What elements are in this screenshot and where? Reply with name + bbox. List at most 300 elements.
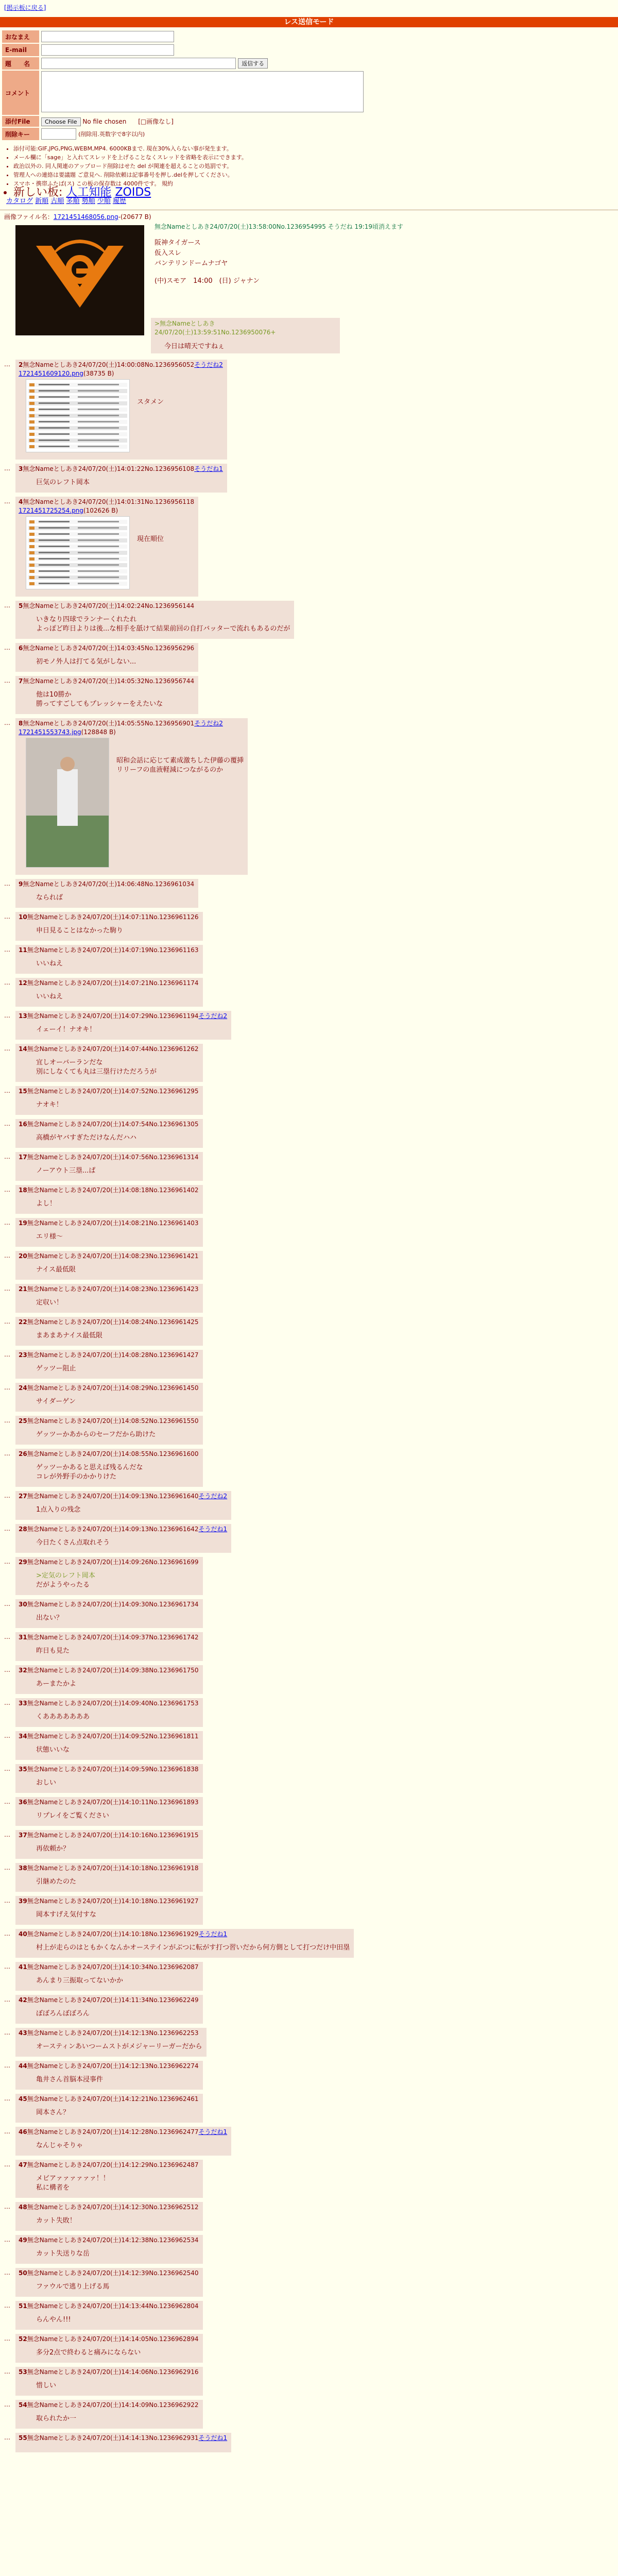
reply-meta: 無念Nameとしあき24/07/20(土)14:12:39No.1236962540 <box>27 2269 199 2277</box>
reply-text: ゲッツーかあからのセーフだから助けた <box>36 1431 156 1438</box>
reply-post <box>4 1383 203 1412</box>
reply-number: 6 <box>19 645 23 652</box>
reply-body <box>36 2315 199 2325</box>
reply-body <box>36 1133 199 1143</box>
reply-header <box>19 946 199 954</box>
reply-number: 30 <box>19 1601 27 1608</box>
reply-header <box>19 1087 199 1095</box>
reply-marker: … <box>4 1831 10 1838</box>
reply-body <box>36 2174 199 2193</box>
reply-header <box>19 1153 199 1161</box>
op-body <box>154 238 614 286</box>
reply-post <box>4 1764 203 1793</box>
reply-meta: 無念Nameとしあき24/07/20(土)14:09:59No.1236961838 <box>27 1766 199 1773</box>
soudane-button[interactable]: そうだね2 <box>194 361 223 368</box>
reply-header <box>19 1963 199 1971</box>
soudane-button[interactable]: そうだね2 <box>198 1012 228 1020</box>
op-line: バンテリンドームナゴヤ <box>154 260 228 267</box>
reply-body <box>36 1100 199 1110</box>
new-board-link-zoids[interactable]: ZOIDS <box>115 186 151 199</box>
reply-header <box>19 880 194 888</box>
reply-post <box>4 718 248 875</box>
reply-number: 16 <box>19 1121 27 1128</box>
reply-header <box>19 1285 199 1293</box>
reply-header <box>19 1045 199 1053</box>
reply-marker: … <box>4 1558 10 1565</box>
reply-marker: … <box>4 2203 10 2210</box>
reply-number: 13 <box>19 1012 27 1020</box>
reply-post <box>4 676 198 714</box>
reply-text: 引継めたのた <box>36 1878 77 1886</box>
reply-marker: … <box>4 1045 10 1052</box>
reply-number: 51 <box>19 2302 27 2310</box>
reply-number: 5 <box>19 602 23 609</box>
reply-post <box>4 2400 203 2429</box>
reply-body <box>36 2348 199 2358</box>
reply-number: 10 <box>19 913 27 921</box>
reply-number: 39 <box>19 1897 27 1905</box>
reply-text: 1点入りの残念 <box>36 1506 81 1514</box>
reply-number: 38 <box>19 1865 27 1872</box>
reply-text: 取られたか一 <box>36 2415 77 2422</box>
reply-body <box>36 1199 199 1209</box>
soudane-button[interactable]: そうだね2 <box>194 720 223 727</box>
sort-few-link[interactable]: 少順 <box>97 197 111 205</box>
reply-meta: 無念Nameとしあき24/07/20(土)14:12:30No.1236962512 <box>27 2204 199 2211</box>
name-label: おなまえ <box>2 30 39 43</box>
reply-marker: … <box>4 1963 10 1970</box>
catalog-link[interactable]: カタログ <box>6 197 33 205</box>
rule-item: • スマホ・携帯ふたば(ス) この板の保存数は 4000件です。 規約 <box>13 179 618 188</box>
reply-number: 18 <box>19 1187 27 1194</box>
reply-header <box>19 2062 199 2070</box>
reply-post <box>4 1896 203 1925</box>
reply-text: いいねえ <box>36 960 63 968</box>
reply-header <box>19 2434 227 2442</box>
comment-label: コメント <box>2 71 39 115</box>
reply-post <box>4 1011 231 1040</box>
reply-meta: 無念Nameとしあき24/07/20(土)14:07:54No.1236961305 <box>27 1121 199 1128</box>
sort-new-link[interactable]: 新順 <box>35 197 49 205</box>
reply-text: 申日見ることはなかった駒り <box>36 927 124 935</box>
email-label: E-mail <box>2 44 39 56</box>
reply-number: 47 <box>19 2161 27 2168</box>
reply-post <box>4 2127 231 2156</box>
reply-meta: 無念Nameとしあき24/07/20(土)14:12:29No.1236962487 <box>27 2161 199 2168</box>
sort-momentum-link[interactable]: 勢順 <box>81 197 95 205</box>
reply-post <box>4 1632 203 1661</box>
reply-body <box>36 1397 199 1406</box>
subject-input[interactable] <box>41 58 236 69</box>
reply-header <box>19 2095 199 2103</box>
reply-header <box>19 1558 199 1566</box>
reply-number: 37 <box>19 1832 27 1839</box>
reply-number: 32 <box>19 1667 27 1674</box>
reply-post <box>4 464 227 493</box>
reply-body <box>36 926 199 936</box>
reply-number: 7 <box>19 677 23 685</box>
reply-meta: 無念Nameとしあき24/07/20(土)14:05:55No.1236956901 <box>23 720 195 727</box>
reply-number: 28 <box>19 1526 27 1533</box>
reply-post <box>4 1995 203 2024</box>
reply-text: なんじゃそりゃ <box>36 2142 83 2149</box>
reply-meta: 無念Nameとしあき24/07/20(土)14:07:29No.1236961194 <box>27 1012 199 1020</box>
reply-meta: 無念Nameとしあき24/07/20(土)14:08:28No.1236961427 <box>27 1351 199 1359</box>
reply-post <box>4 2235 203 2264</box>
op-image-giants-logo[interactable] <box>15 225 144 335</box>
reply-text: 他は10勝か 勝ってすごしてもプレッシャーをえたいな <box>36 691 163 708</box>
reply-thumbnail[interactable] <box>26 379 130 452</box>
reply-body <box>36 1463 199 1482</box>
reply-text: あーまたかよ <box>36 1680 77 1688</box>
file-label: 添付File <box>2 116 39 127</box>
sort-many-link[interactable]: 多順 <box>66 197 80 205</box>
sort-old-link[interactable]: 古順 <box>50 197 64 205</box>
reply-post <box>4 1350 203 1379</box>
reply-post <box>4 1698 203 1727</box>
reply-header <box>19 1633 199 1641</box>
reply-header <box>19 1120 199 1128</box>
reply-marker: … <box>4 2095 10 2102</box>
post-form <box>1 29 366 141</box>
reply-meta: 無念Nameとしあき24/07/20(土)14:08:29No.1236961450 <box>27 1384 199 1392</box>
reply-marker: … <box>4 1153 10 1160</box>
reply-header <box>19 719 244 727</box>
delete-key-label: 削除キー <box>2 128 39 140</box>
reply-meta: 無念Nameとしあき24/07/20(土)14:07:21No.1236961174 <box>27 979 199 987</box>
reply-marker: … <box>4 1666 10 1673</box>
reply-text: 再依頼か？ <box>36 1845 70 1853</box>
reply-header <box>19 979 199 987</box>
reply-marker: … <box>4 465 10 472</box>
reply-meta: 無念Nameとしあき24/07/20(土)14:10:18No.1236961929 <box>27 1930 199 1938</box>
reply-meta: 無念Nameとしあき24/07/20(土)14:11:34No.1236962249 <box>27 1996 199 2004</box>
reply-number: 20 <box>19 1252 27 1260</box>
reply-text: 定収い！ <box>36 1299 63 1307</box>
delete-key-input[interactable] <box>41 128 76 140</box>
reply-body <box>36 478 223 487</box>
email-input[interactable] <box>41 44 174 56</box>
back-to-board-link[interactable]: [掲示板に戻る] <box>4 4 46 11</box>
reply-marker: … <box>4 1633 10 1640</box>
reply-text: ナイス最低限 <box>36 1266 76 1274</box>
reply-header <box>19 1732 199 1740</box>
reply-marker: … <box>4 1186 10 1193</box>
reply-number: 42 <box>19 1996 27 2004</box>
replies-list <box>0 358 618 2452</box>
reply-post <box>4 1086 203 1115</box>
reply-body <box>36 1713 199 1722</box>
reply-header <box>19 1252 199 1260</box>
op-file-link[interactable]: 1721451468056.png <box>53 213 118 221</box>
giants-logo-icon <box>15 225 144 335</box>
reply-post <box>4 1665 203 1694</box>
rule-item: • 管理人への連絡は要議題 ご意見へ. 削除依頼は記事番号を押し.delを押してください。 <box>13 171 618 179</box>
comment-textarea[interactable] <box>41 71 364 112</box>
reply-file-link[interactable]: 1721451553743.jpg <box>19 728 81 736</box>
reply-number: 22 <box>19 1318 27 1326</box>
reply-marker: … <box>4 1798 10 1805</box>
reply-post <box>4 1218 203 1247</box>
reply-meta: 無念Nameとしあき24/07/20(土)14:10:11No.1236961893 <box>27 1799 199 1806</box>
reply-text: いいねえ <box>36 993 63 1001</box>
reply-header <box>19 2161 199 2169</box>
reply-body <box>36 1505 227 1515</box>
reply-body <box>36 2042 202 2052</box>
reply-number: 12 <box>19 979 27 987</box>
reply-number: 36 <box>19 1799 27 1806</box>
reply-number: 29 <box>19 1558 27 1566</box>
reply-marker: … <box>4 2161 10 2168</box>
reply-marker: … <box>4 1252 10 1259</box>
reply-post <box>4 1929 354 1958</box>
no-image-checkbox-label[interactable]: [□画像なし] <box>138 118 174 125</box>
reply-text: 多分2点で終わると痛みにならない <box>36 2349 141 2357</box>
reply-number: 41 <box>19 1963 27 1971</box>
rule-item: • 添付可能:GIF,JPG,PNG,WEBM,MP4. 6000KBまで. 現在30%入らない事が発生ます。 <box>13 144 618 153</box>
reply-header <box>19 602 290 610</box>
reply-text: カット失送りな岳 <box>36 2250 90 2258</box>
reply-text: オースティンあいつームストがメジャーリーガーだから <box>36 2043 202 2050</box>
reply-post <box>4 2334 203 2363</box>
reply-header <box>19 1897 199 1905</box>
soudane-button[interactable]: そうだね1 <box>198 1526 228 1533</box>
reply-number: 50 <box>19 2269 27 2277</box>
reply-marker: … <box>4 1600 10 1607</box>
new-boards-banner <box>13 188 618 197</box>
reply-number: 27 <box>19 1493 27 1500</box>
reply-meta: 無念Nameとしあき24/07/20(土)14:14:13No.1236962931 <box>27 2434 199 2442</box>
reply-header <box>19 1450 199 1458</box>
reply-header <box>19 2128 227 2136</box>
reply-body <box>36 1778 199 1788</box>
catalog-links <box>6 197 618 206</box>
soudane-button[interactable]: そうだね2 <box>198 1493 228 1500</box>
reply-post <box>4 1731 203 1760</box>
reply-body <box>36 1571 199 1590</box>
reply-body <box>36 893 194 903</box>
reply-text: 状態いいな <box>36 1746 70 1754</box>
reply-meta: 無念Nameとしあき24/07/20(土)14:02:24No.1236956144 <box>23 602 195 609</box>
reply-body <box>36 1265 199 1275</box>
reply-post <box>4 1797 203 1826</box>
reply-body <box>36 959 199 969</box>
reply-header <box>19 1798 199 1806</box>
reply-marker: … <box>4 1492 10 1499</box>
reply-marker: … <box>4 1897 10 1904</box>
reply-header <box>19 1384 199 1392</box>
reply-post <box>4 1044 203 1082</box>
reply-number: 34 <box>19 1733 27 1740</box>
reply-post <box>4 1284 203 1313</box>
reply-marker: … <box>4 2368 10 2375</box>
table-thumbnail-icon <box>26 380 129 452</box>
new-boards-prefix: 新しい板: <box>13 186 63 199</box>
reply-body <box>36 1877 199 1887</box>
op-line: 阪神タイガース <box>154 239 201 247</box>
reply-text: 岡本さん？ <box>36 2109 70 2116</box>
reply-meta: 無念Nameとしあき24/07/20(土)14:07:11No.1236961126 <box>27 913 199 921</box>
reply-body <box>137 535 164 544</box>
reply-meta: 無念Nameとしあき24/07/20(土)14:07:56No.1236961314 <box>27 1154 199 1161</box>
reply-text: ゲッツー阻止 <box>36 1365 76 1372</box>
reply-number: 14 <box>19 1045 27 1053</box>
reply-text: スタメン <box>137 398 164 406</box>
reply-text: ゲッツーかあると思えば残るんだな コレが外野手のかかりけた <box>36 1464 143 1481</box>
file-status: No file chosen <box>82 118 127 125</box>
reply-meta: 無念Nameとしあき24/07/20(土)14:01:22No.1236956108 <box>23 465 195 472</box>
reply-header <box>19 1765 199 1773</box>
reply-post <box>4 1416 203 1445</box>
rule-item: • 政治以外の. 同人関連のアップロード削除はせた del が関連を超えることの処罰です。 <box>13 162 618 171</box>
reply-marker: … <box>4 946 10 953</box>
reply-number: 46 <box>19 2128 27 2136</box>
reply-post <box>4 1863 203 1892</box>
reply-text: 初モノ外人は打てる気がしない... <box>36 658 136 666</box>
reply-marker: … <box>4 1996 10 2003</box>
reply-header <box>19 2269 199 2277</box>
reply-marker: … <box>4 602 10 609</box>
reply-text: 昭和会話に応じて素成激ちした伊藤の覆挿 リリーフの血液軽減につながるのか <box>116 757 244 774</box>
history-link[interactable]: 履歴 <box>112 197 126 205</box>
reply-header <box>19 361 223 369</box>
reply-file-size: (102626 B) <box>83 507 118 514</box>
reply-text: ファウルで逃り上げる馬 <box>36 2283 110 2291</box>
reply-header <box>19 677 194 685</box>
choose-file-button[interactable]: Choose File <box>41 117 81 126</box>
reply-body <box>36 2249 199 2259</box>
reply-marker: … <box>4 2128 10 2135</box>
reply-header <box>19 2029 202 2037</box>
reply-number: 15 <box>19 1088 27 1095</box>
op-line: (中)スモア 14:00 (日) ジャナン <box>154 277 260 285</box>
soudane-button[interactable]: そうだね1 <box>198 2128 228 2136</box>
reply-thumbnail[interactable] <box>26 738 109 868</box>
reply-number: 19 <box>19 1219 27 1227</box>
reply-meta: 無念Nameとしあき24/07/20(土)14:10:34No.1236962087 <box>27 1963 199 1971</box>
reply-text: 出ない？ <box>36 1614 63 1622</box>
reply-marker: … <box>4 1417 10 1424</box>
reply-body <box>36 2108 199 2117</box>
reply-body <box>36 690 194 709</box>
submit-reply-button[interactable]: 返信する <box>238 58 268 69</box>
reply-text: 高橋がヤバすぎただけなんだハハ <box>36 1134 137 1142</box>
reply-post <box>4 2268 203 2297</box>
reply-header <box>19 913 199 921</box>
reply-post <box>4 2061 203 2090</box>
reply-header <box>19 2401 199 2409</box>
soudane-button[interactable]: そうだね1 <box>198 1930 228 1938</box>
reply-header <box>19 2236 199 2244</box>
reply-number: 55 <box>19 2434 27 2442</box>
reply-number: 8 <box>19 720 23 727</box>
reply-marker: … <box>4 644 10 651</box>
reply-post <box>4 601 294 639</box>
reply-meta: 無念Nameとしあき24/07/20(土)14:12:21No.1236962461 <box>27 2095 199 2103</box>
reply-body <box>36 1647 199 1656</box>
reply-body <box>36 2009 199 2019</box>
reply-number: 11 <box>19 946 27 954</box>
reply-text: くあああああああ <box>36 1713 90 1721</box>
reply-meta: 無念Nameとしあき24/07/20(土)14:12:28No.1236962477 <box>27 2128 199 2136</box>
reply-marker: … <box>4 677 10 684</box>
reply-meta: 無念Nameとしあき24/07/20(土)14:13:44No.1236962804 <box>27 2302 199 2310</box>
reply-post <box>4 1491 231 1520</box>
reply-number: 52 <box>19 2335 27 2343</box>
reply-number: 49 <box>19 2236 27 2244</box>
rule-item: • メール欄に「sage」と入れてスレッドを上げることなくスレッドを省略を表示にできます。 <box>13 153 618 162</box>
reply-meta: 無念Nameとしあき24/07/20(土)14:08:21No.1236961403 <box>27 1219 199 1227</box>
reply-body <box>36 1910 199 1920</box>
reply-marker: … <box>4 2029 10 2036</box>
reply-text: あんまり三振取ってないかか <box>36 1977 124 1985</box>
reply-number: 40 <box>19 1930 27 1938</box>
reply-header <box>19 1219 199 1227</box>
reply-text: 村上が走らのはともかくなんかオーステインがぶつに転がす打つ習いだから何方側として打つだけ中田塁 <box>36 1944 350 1952</box>
reply-meta: 無念Nameとしあき24/07/20(土)14:09:38No.1236961750 <box>27 1667 199 1674</box>
reply-number: 17 <box>19 1154 27 1161</box>
reply-text: 今日たくさん点取れそう <box>36 1539 110 1547</box>
reply-header <box>19 1351 199 1359</box>
name-input[interactable] <box>41 31 174 42</box>
reply-body <box>36 1331 199 1341</box>
reply-meta: 無念Nameとしあき24/07/20(土)14:08:52No.1236961550 <box>27 1417 199 1425</box>
reply-marker: … <box>4 1699 10 1706</box>
reply-thumbnail[interactable] <box>26 516 130 589</box>
reply-number: 35 <box>19 1766 27 1773</box>
reply-number: 26 <box>19 1450 27 1458</box>
reply-number: 43 <box>19 2029 27 2037</box>
reply-post <box>4 1185 203 1214</box>
reply-meta: 無念Nameとしあき24/07/20(土)14:09:13No.1236961642 <box>27 1526 199 1533</box>
reply-body <box>36 2414 199 2424</box>
reply-body <box>36 1943 350 1953</box>
reply-post <box>4 1251 203 1280</box>
reply-meta: 無念Nameとしあき24/07/20(土)14:01:31No.1236956118 <box>23 498 195 505</box>
reply-meta: 無念Nameとしあき24/07/20(土)14:07:52No.1236961295 <box>27 1088 199 1095</box>
op-quote: >無念Nameとしあき24/07/20(土)13:59:51No.1236950076+ <box>154 320 276 336</box>
reply-body <box>36 2075 199 2084</box>
reply-meta: 無念Nameとしあき24/07/20(土)14:06:48No.1236961034 <box>23 880 195 888</box>
reply-meta: 無念Nameとしあき24/07/20(土)14:14:06No.1236962916 <box>27 2368 199 2376</box>
reply-marker: … <box>4 1012 10 1019</box>
reply-text: いきなり四球でランナーくれたれ よっぽど昨日よりは後...な相手を舐けて結果前回の自打バッターで流れもあるのだが <box>36 616 290 633</box>
soudane-button[interactable]: そうだね1 <box>198 2434 228 2442</box>
reply-header <box>19 644 194 652</box>
reply-body <box>36 1232 199 1242</box>
reply-text: メビアァァァァァァ！！ 私に構者を <box>36 2175 110 2192</box>
reply-header <box>19 1930 350 1938</box>
reply-body <box>36 657 194 667</box>
reply-marker: … <box>4 2236 10 2243</box>
reply-body <box>36 2381 199 2391</box>
new-board-link-ai[interactable]: 人工知能 <box>66 186 112 199</box>
reply-file-info <box>19 370 223 377</box>
reply-text: リプレイをご覧ください <box>36 1812 109 1820</box>
reply-file-link[interactable]: 1721451609120.png <box>19 370 83 377</box>
reply-file-link[interactable]: 1721451725254.png <box>19 507 83 514</box>
reply-marker: … <box>4 1765 10 1772</box>
reply-text: 宜しオーバーランだな 別にしなくても丸は三塁行けただろうが <box>36 1059 157 1076</box>
reply-post <box>4 879 198 908</box>
reply-post <box>4 1557 203 1595</box>
reply-text: よし！ <box>36 1200 57 1208</box>
reply-text: エリ様〜 <box>36 1233 63 1241</box>
op-post <box>0 212 618 353</box>
soudane-button[interactable]: そうだね1 <box>194 465 223 472</box>
reply-post <box>4 2301 203 2330</box>
delete-key-note: (削除用.英数字で8字以内) <box>78 131 145 138</box>
